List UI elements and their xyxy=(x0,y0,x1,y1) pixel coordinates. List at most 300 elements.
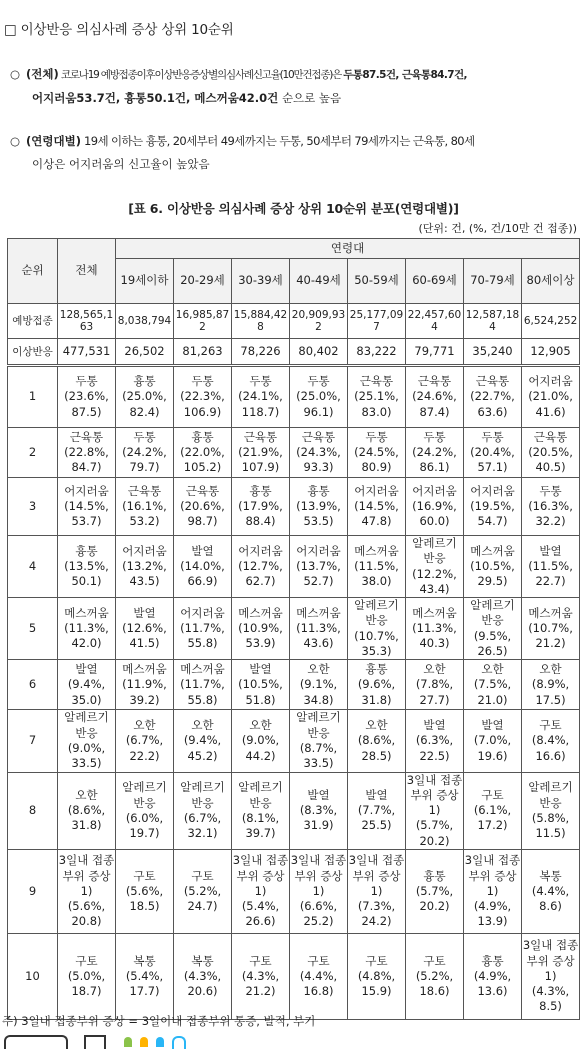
adverse-reaction-count: 80,402 xyxy=(290,339,348,366)
symptom-name: 구토 xyxy=(133,868,156,883)
symptom-cell xyxy=(232,536,290,598)
symptom-name: 오한 xyxy=(307,661,330,676)
rank-cell: 3 xyxy=(8,478,58,536)
symptom-cell xyxy=(348,598,406,660)
symptom-cell xyxy=(58,598,116,660)
symptom-cell xyxy=(522,772,580,849)
symptom-cell xyxy=(174,660,232,710)
symptom-name: 메스꺼움 xyxy=(412,605,457,620)
symptom-stat: (13.7%, 52.7) xyxy=(296,558,341,589)
symptom-stat: (6.7%, 22.2) xyxy=(125,733,164,763)
symptom-cell xyxy=(232,710,290,772)
symptom-stat: (9.4%, 35.0) xyxy=(67,677,106,707)
symptom-cell xyxy=(174,850,232,934)
symptom-stat: (10.7%, 35.3) xyxy=(354,628,399,659)
symptom-name: 근육통 xyxy=(475,374,510,389)
symptom-stat: (14.5%, 47.8) xyxy=(354,498,399,529)
symptom-cell xyxy=(116,934,174,1020)
symptom-name: 발열 xyxy=(249,661,272,676)
symptom-cell xyxy=(406,366,464,428)
symptom-cell xyxy=(174,598,232,660)
symptom-name: 어지러움 xyxy=(180,605,225,620)
symptom-cell xyxy=(406,934,464,1020)
table-row xyxy=(8,598,580,660)
rank-cell: 7 xyxy=(8,710,58,772)
symptom-name: 알레르기 반응 xyxy=(64,710,109,740)
header-age-7: 80세이상 xyxy=(522,259,580,304)
symptom-cell xyxy=(406,598,464,660)
adverse-reaction-count: 81,263 xyxy=(174,339,232,366)
symptom-stat: (16.1%, 53.2) xyxy=(122,498,167,529)
symptom-cell xyxy=(348,478,406,536)
symptom-stat: (8.6%, 31.8) xyxy=(67,803,106,833)
symptom-stat: (7.0%, 19.6) xyxy=(473,733,512,763)
table-row xyxy=(8,428,580,478)
header-age-group: 연령대 xyxy=(116,239,580,259)
symptom-name: 두통 xyxy=(191,374,214,389)
symptom-cell xyxy=(174,710,232,772)
symptom-name: 메스꺼움 xyxy=(64,605,109,620)
symptom-stat: (5.0%, 18.7) xyxy=(67,968,106,999)
symptom-cell xyxy=(116,478,174,536)
symptom-stat: (4.9%, 13.9) xyxy=(473,899,512,929)
symptom-name: 알레르기 반응 xyxy=(122,780,167,810)
symptom-name: 3일내 접종부위 증상1) xyxy=(58,853,115,898)
symptom-cell xyxy=(464,772,522,849)
symptom-cell xyxy=(406,850,464,934)
symptom-cell xyxy=(232,428,290,478)
symptom-name: 발열 xyxy=(423,718,446,733)
symptom-stat: (9.6%, 31.8) xyxy=(357,677,396,707)
symptom-cell xyxy=(232,478,290,536)
vaccination-count: 22,457,604 xyxy=(406,304,464,339)
symptom-stat: (11.3%, 40.3) xyxy=(412,621,457,651)
symptom-name: 흉통 xyxy=(249,483,272,498)
symptom-stat: (23.6%, 87.5) xyxy=(64,389,109,419)
symptom-stat: (6.1%, 17.2) xyxy=(473,803,512,833)
symptom-name: 흉통 xyxy=(423,868,446,883)
symptom-name: 근육통 xyxy=(185,483,220,498)
bullet-overall xyxy=(10,63,467,110)
symptom-cell xyxy=(58,934,116,1020)
symptom-cell xyxy=(464,598,522,660)
symptom-cell xyxy=(116,536,174,598)
vaccination-count: 25,177,097 xyxy=(348,304,406,339)
table-row xyxy=(8,772,580,849)
symptom-name: 어지러움 xyxy=(296,543,341,558)
header-rank: 순위 xyxy=(8,239,58,304)
adverse-reaction-count: 83,222 xyxy=(348,339,406,366)
vaccination-count: 6,524,252 xyxy=(522,304,580,339)
symptom-stat: (11.5%, 38.0) xyxy=(354,558,399,589)
symptom-name: 알레르기 반응 xyxy=(470,598,515,628)
symptom-name: 어지러움 xyxy=(122,543,167,558)
symptom-cell xyxy=(522,710,580,772)
table-row xyxy=(8,850,580,934)
symptom-stat: (4.4%, 16.8) xyxy=(299,968,338,999)
symptom-name: 흉통 xyxy=(75,543,98,558)
symptom-cell xyxy=(348,366,406,428)
symptom-cell xyxy=(522,428,580,478)
symptom-name: 두통 xyxy=(75,374,98,389)
bullet-age-text: 19세 이하는 흉통, 20세부터 49세까지는 두통, 50세부터 79세까지는 근육통, 80세 xyxy=(80,134,475,148)
symptom-stat: (12.6%, 41.5) xyxy=(122,621,167,651)
symptom-name: 두통 xyxy=(307,374,330,389)
section-heading: □ 이상반응 의심사례 증상 상위 10순위 xyxy=(4,22,234,38)
symptom-stat: (13.9%, 53.5) xyxy=(296,498,341,529)
symptom-name: 3일내 접종부위 증상1) xyxy=(290,853,347,898)
symptom-cell xyxy=(464,478,522,536)
symptom-stat: (10.5%, 29.5) xyxy=(470,558,515,589)
symptom-stat: (9.0%, 44.2) xyxy=(241,733,280,763)
symptom-name: 메스꺼움 xyxy=(296,605,341,620)
symptom-stat: (8.9%, 17.5) xyxy=(531,677,570,707)
symptom-cell xyxy=(522,934,580,1020)
symptom-name: 흉통 xyxy=(133,374,156,389)
symptom-stat: (24.6%, 87.4) xyxy=(412,389,457,419)
symptom-name: 두통 xyxy=(249,374,272,389)
symptom-cell xyxy=(232,850,290,934)
symptom-stat: (10.7%, 21.2) xyxy=(528,621,573,651)
table-row xyxy=(8,660,580,710)
symptom-name: 두통 xyxy=(423,429,446,444)
symptom-cell xyxy=(116,598,174,660)
symptom-cell xyxy=(58,772,116,849)
symptom-stat: (24.1%, 118.7) xyxy=(238,389,283,419)
symptom-name: 어지러움 xyxy=(238,543,283,558)
adverse-reaction-count: 26,502 xyxy=(116,339,174,366)
symptom-name: 알레르기 반응 xyxy=(296,710,341,740)
symptom-cell xyxy=(58,660,116,710)
symptom-name: 3일내 접종부위 증상1) xyxy=(232,853,289,898)
symptom-name: 알레르기 반응 xyxy=(412,536,457,566)
symptom-stat: (24.5%, 80.9) xyxy=(354,444,399,475)
symptom-name: 발열 xyxy=(133,605,156,620)
symptom-stat: (22.0%, 105.2) xyxy=(180,444,225,475)
symptom-stat: (5.7%, 20.2) xyxy=(415,818,454,848)
symptom-cell xyxy=(58,710,116,772)
symptom-cell xyxy=(348,710,406,772)
vaccination-count: 8,038,794 xyxy=(116,304,174,339)
symptom-stat: (11.3%, 42.0) xyxy=(64,621,109,651)
symptom-name: 복통 xyxy=(133,953,156,968)
symptom-stat: (5.4%, 26.6) xyxy=(241,899,280,929)
symptom-cell xyxy=(348,934,406,1020)
symptom-cell xyxy=(522,598,580,660)
symptom-stat: (6.0%, 19.7) xyxy=(125,810,164,841)
symptom-stat: (4.3%, 21.2) xyxy=(241,968,280,999)
symptom-name: 메스꺼움 xyxy=(470,543,515,558)
symptom-name: 오한 xyxy=(365,718,388,733)
header-age-6: 70-79세 xyxy=(464,259,522,304)
symptom-stat: (6.6%, 25.2) xyxy=(299,899,338,929)
symptom-stat: (5.6%, 20.8) xyxy=(67,899,106,929)
symptom-name: 두통 xyxy=(133,429,156,444)
symptom-cell xyxy=(232,366,290,428)
symptom-cell xyxy=(290,850,348,934)
symptom-stat: (22.7%, 63.6) xyxy=(470,389,515,419)
symptom-stat: (4.3%, 20.6) xyxy=(183,968,222,999)
symptom-cell xyxy=(174,366,232,428)
symptom-name: 구토 xyxy=(365,953,388,968)
symptom-stat: (10.9%, 53.9) xyxy=(238,621,283,651)
symptom-stat: (7.7%, 25.5) xyxy=(357,803,396,833)
symptom-cell xyxy=(116,772,174,849)
symptom-name: 구토 xyxy=(539,718,562,733)
symptom-name: 오한 xyxy=(75,787,98,802)
symptom-stat: (5.8%, 11.5) xyxy=(531,810,570,841)
symptom-cell xyxy=(290,536,348,598)
symptom-stat: (11.5%, 22.7) xyxy=(528,558,573,589)
symptom-stat: (20.5%, 40.5) xyxy=(528,444,573,475)
symptom-stat: (14.5%, 53.7) xyxy=(64,498,109,529)
bullet-overall-highlight: 두통87.5건, 근육통84.7건, xyxy=(343,69,467,81)
symptom-stat: (4.4%, 8.6) xyxy=(531,883,570,914)
symptom-cell xyxy=(522,660,580,710)
symptom-name: 알레르기 반응 xyxy=(354,598,399,628)
symptom-stat: (8.1%, 39.7) xyxy=(241,810,280,841)
symptom-name: 구토 xyxy=(75,953,98,968)
symptom-name: 근육통 xyxy=(533,429,568,444)
symptom-name: 발열 xyxy=(75,661,98,676)
symptom-name: 근육통 xyxy=(127,483,162,498)
symptom-stat: (25.1%, 83.0) xyxy=(354,389,399,419)
symptom-cell xyxy=(290,598,348,660)
symptom-cell xyxy=(406,536,464,598)
symptom-stat: (11.7%, 55.8) xyxy=(180,677,225,707)
symptom-cell xyxy=(58,850,116,934)
table-row xyxy=(8,710,580,772)
bullet-overall-line2-bold: 어지러움53.7건, 흉통50.1건, 메스꺼움42.0건 xyxy=(32,91,279,105)
symptom-cell xyxy=(348,850,406,934)
symptom-cell xyxy=(290,428,348,478)
bullet-age-label: (연령대별) xyxy=(26,134,81,148)
symptom-name: 오한 xyxy=(423,661,446,676)
symptom-stat: (22.8%, 84.7) xyxy=(64,444,109,475)
header-age-2: 30-39세 xyxy=(232,259,290,304)
symptom-cell xyxy=(174,772,232,849)
symptom-cell xyxy=(58,478,116,536)
symptom-stat: (5.2%, 18.6) xyxy=(415,968,454,999)
unit-note: (단위: 건, (%, 건/10만 건 접종)) xyxy=(418,222,577,235)
symptom-stat: (6.7%, 32.1) xyxy=(183,810,222,841)
symptom-name: 메스꺼움 xyxy=(354,543,399,558)
symptom-stat: (22.3%, 106.9) xyxy=(180,389,225,419)
bullet-mark: ○ xyxy=(10,67,21,81)
symptom-cell xyxy=(464,934,522,1020)
symptom-stat: (16.9%, 60.0) xyxy=(412,498,457,529)
symptom-stat: (8.6%, 28.5) xyxy=(357,733,396,763)
symptom-cell xyxy=(290,478,348,536)
symptom-cell xyxy=(174,428,232,478)
symptom-name: 근육통 xyxy=(417,374,452,389)
symptom-stat: (9.5%, 26.5) xyxy=(473,628,512,659)
symptom-cell xyxy=(348,536,406,598)
symptom-name: 구토 xyxy=(307,953,330,968)
symptom-stat: (4.9%, 13.6) xyxy=(473,968,512,999)
symptom-cell xyxy=(290,660,348,710)
symptom-stat: (9.1%, 34.8) xyxy=(299,677,338,707)
header-age-3: 40-49세 xyxy=(290,259,348,304)
symptom-stat: (13.2%, 43.5) xyxy=(122,558,167,589)
symptom-stat: (24.2%, 79.7) xyxy=(122,444,167,475)
symptom-name: 발열 xyxy=(365,787,388,802)
symptom-cell xyxy=(232,934,290,1020)
symptom-cell xyxy=(348,772,406,849)
symptom-name: 오한 xyxy=(539,661,562,676)
symptom-cell xyxy=(232,772,290,849)
symptom-stat: (5.2%, 24.7) xyxy=(183,883,222,914)
symptom-cell xyxy=(522,478,580,536)
symptom-stat: (8.7%, 33.5) xyxy=(299,740,338,771)
symptom-name: 메스꺼움 xyxy=(122,661,167,676)
header-age-5: 60-69세 xyxy=(406,259,464,304)
symptom-stat: (8.3%, 31.9) xyxy=(299,803,338,833)
symptom-name: 두통 xyxy=(539,483,562,498)
table-row xyxy=(8,934,580,1020)
symptom-cell xyxy=(522,536,580,598)
symptom-name: 발열 xyxy=(191,543,214,558)
vaccination-count: 16,985,872 xyxy=(174,304,232,339)
symptom-cell xyxy=(58,536,116,598)
symptom-name: 발열 xyxy=(307,787,330,802)
symptom-cell xyxy=(406,478,464,536)
symptom-cell xyxy=(406,710,464,772)
symptom-stat: (12.7%, 62.7) xyxy=(238,558,283,589)
symptom-name: 복통 xyxy=(539,868,562,883)
symptom-cell xyxy=(116,428,174,478)
symptom-cell xyxy=(116,850,174,934)
symptom-name: 발열 xyxy=(481,718,504,733)
vaccination-count: 15,884,428 xyxy=(232,304,290,339)
symptom-cell xyxy=(348,428,406,478)
symptom-stat: (25.0%, 82.4) xyxy=(122,389,167,419)
symptom-table xyxy=(7,238,580,1020)
vaccination-count: 20,909,932 xyxy=(290,304,348,339)
symptom-cell xyxy=(522,366,580,428)
symptom-stat: (11.7%, 55.8) xyxy=(180,621,225,651)
symptom-cell xyxy=(174,934,232,1020)
symptom-name: 3일내 접종부위 증상1) xyxy=(522,938,579,983)
adverse-reaction-count: 79,771 xyxy=(406,339,464,366)
symptom-name: 어지러움 xyxy=(412,483,457,498)
symptom-stat: (5.7%, 20.2) xyxy=(415,883,454,914)
symptom-stat: (7.8%, 27.7) xyxy=(415,677,454,707)
symptom-name: 흉통 xyxy=(365,661,388,676)
bullet-overall-label: (전체) xyxy=(26,67,59,81)
symptom-name: 알레르기 반응 xyxy=(238,780,283,810)
symptom-stat: (5.6%, 18.5) xyxy=(125,883,164,914)
vaccination-count: 12,587,184 xyxy=(464,304,522,339)
symptom-stat: (21.0%, 41.6) xyxy=(528,389,573,419)
rank-cell: 5 xyxy=(8,598,58,660)
symptom-name: 어지러움 xyxy=(64,483,109,498)
symptom-stat: (8.4%, 16.6) xyxy=(531,733,570,763)
symptom-name: 오한 xyxy=(133,718,156,733)
adverse-reaction-count: 78,226 xyxy=(232,339,290,366)
symptom-cell xyxy=(406,428,464,478)
symptom-stat: (11.3%, 43.6) xyxy=(296,621,341,651)
bullet-age xyxy=(10,130,475,176)
rank-cell: 10 xyxy=(8,934,58,1020)
symptom-name: 어지러움 xyxy=(470,483,515,498)
symptom-cell xyxy=(348,660,406,710)
symptom-name: 근육통 xyxy=(69,429,104,444)
symptom-cell xyxy=(116,366,174,428)
table-row xyxy=(8,536,580,598)
symptom-name: 근육통 xyxy=(359,374,394,389)
symptom-stat: (24.3%, 93.3) xyxy=(296,444,341,475)
adverse-reaction-count: 35,240 xyxy=(464,339,522,366)
symptom-stat: (25.0%, 96.1) xyxy=(296,389,341,419)
symptom-cell xyxy=(464,428,522,478)
symptom-name: 발열 xyxy=(539,543,562,558)
bullet-age-line2: 이상은 어지러움의 신고율이 높았음 xyxy=(32,157,210,171)
symptom-stat: (14.0%, 66.9) xyxy=(180,558,225,589)
symptom-cell xyxy=(406,772,464,849)
symptom-stat: (24.2%, 86.1) xyxy=(412,444,457,475)
bullet-overall-line2-tail: 순으로 높음 xyxy=(278,91,342,105)
symptom-name: 어지러움 xyxy=(354,483,399,498)
header-age-4: 50-59세 xyxy=(348,259,406,304)
symptom-name: 구토 xyxy=(481,787,504,802)
symptom-stat: (7.3%, 24.2) xyxy=(357,899,396,929)
rank-cell: 2 xyxy=(8,428,58,478)
table-row xyxy=(8,478,580,536)
symptom-name: 두통 xyxy=(365,429,388,444)
symptom-cell xyxy=(406,660,464,710)
symptom-cell xyxy=(290,772,348,849)
row-label-adverse-reaction: 이상반응 xyxy=(8,339,58,366)
symptom-stat: (5.4%, 17.7) xyxy=(125,968,164,999)
symptom-name: 메스꺼움 xyxy=(180,661,225,676)
table-caption: [표 6. 이상반응 의심사례 증상 상위 10순위 분포(연령대별)] xyxy=(128,201,459,216)
adverse-reaction-count: 12,905 xyxy=(522,339,580,366)
symptom-name: 두통 xyxy=(481,429,504,444)
symptom-name: 흉통 xyxy=(191,429,214,444)
symptom-stat: (9.4%, 45.2) xyxy=(183,733,222,763)
symptom-name: 3일내 접종부위 증상1) xyxy=(406,772,463,818)
header-age-1: 20-29세 xyxy=(174,259,232,304)
symptom-stat: (4.8%, 15.9) xyxy=(357,968,396,999)
bullet-overall-text: 코로나19 예방접종이후이상반응증상별의심사례신고율(10만건접종)은 xyxy=(58,69,344,81)
symptom-stat: (11.9%, 39.2) xyxy=(122,677,167,707)
symptom-name: 알레르기 반응 xyxy=(180,780,225,810)
footnote: 주) 3일내 접종부위 증상 = 3일이내 접종부위 통증, 발적, 부기 xyxy=(2,1014,316,1028)
symptom-cell xyxy=(522,850,580,934)
rank-cell: 6 xyxy=(8,660,58,710)
symptom-cell xyxy=(464,850,522,934)
symptom-cell xyxy=(116,710,174,772)
symptom-stat: (4.3%, 8.5) xyxy=(531,984,570,1014)
rank-cell: 4 xyxy=(8,536,58,598)
symptom-name: 복통 xyxy=(191,953,214,968)
symptom-stat: (10.5%, 51.8) xyxy=(238,677,283,707)
symptom-cell xyxy=(58,428,116,478)
symptom-stat: (7.5%, 21.0) xyxy=(473,677,512,707)
symptom-stat: (9.0%, 33.5) xyxy=(67,740,106,771)
symptom-stat: (13.5%, 50.1) xyxy=(64,558,109,589)
vaccination-count: 128,565,163 xyxy=(58,304,116,339)
symptom-name: 알레르기 반응 xyxy=(528,780,573,810)
table-row xyxy=(8,366,580,428)
symptom-name: 오한 xyxy=(191,718,214,733)
symptom-cell xyxy=(58,366,116,428)
symptom-name: 3일내 접종부위 증상1) xyxy=(464,853,521,898)
symptom-stat: (12.2%, 43.4) xyxy=(412,566,457,596)
symptom-cell xyxy=(464,710,522,772)
symptom-cell xyxy=(174,536,232,598)
